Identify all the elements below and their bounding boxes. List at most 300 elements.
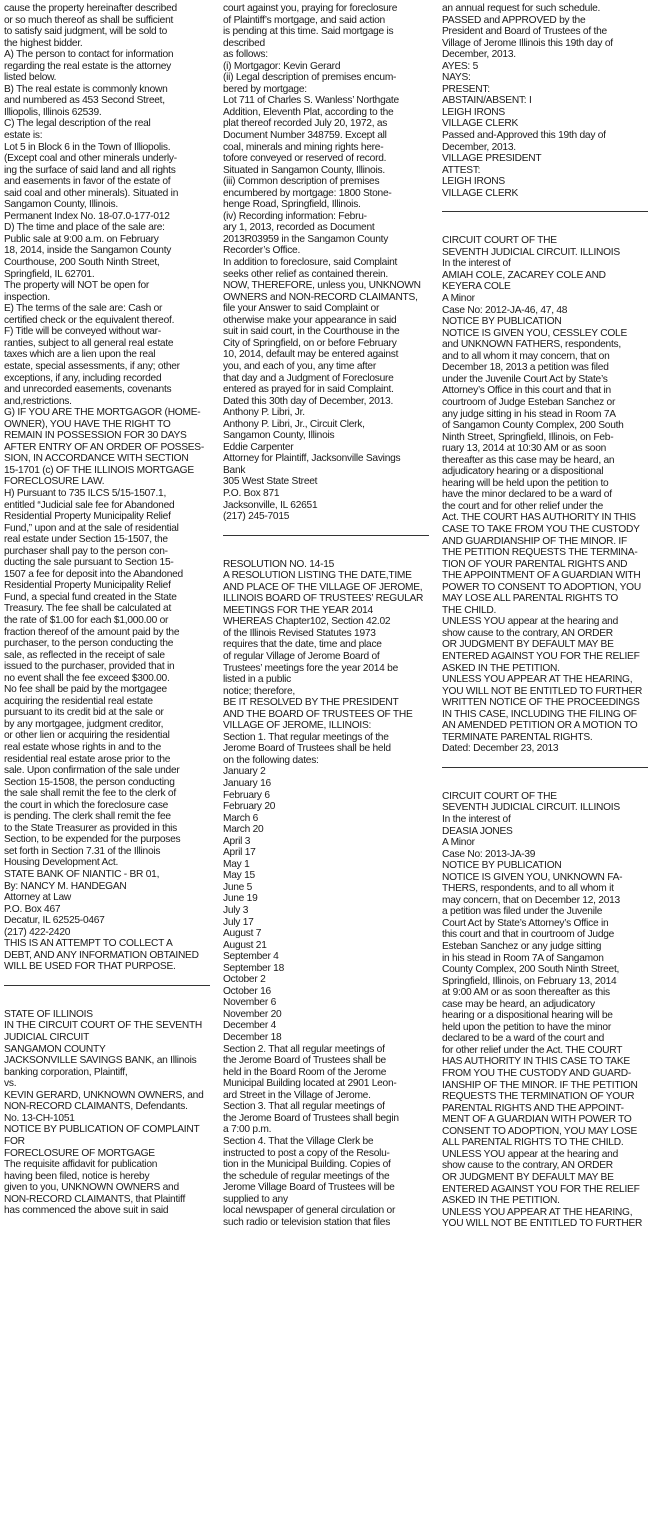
- notice-line: H) Pursuant to 735 ILCS 5/15-1507.1,: [4, 487, 167, 499]
- notice-line: VILLAGE CLERK: [442, 187, 519, 199]
- notice-line: June 5: [223, 881, 253, 893]
- notice-line: March 6: [223, 812, 259, 824]
- notice-line: AFTER ENTRY OF AN ORDER OF POSSES-: [4, 441, 204, 453]
- notice-line: STATE BANK OF NIANTIC - BR 01,: [4, 869, 160, 881]
- notice-line: Document Number 348759. Except all: [223, 130, 387, 142]
- notice-line: UNLESS YOU appear at the hearing and: [442, 1148, 619, 1160]
- notice-line: UNLESS YOU APPEAR AT THE HEARING,: [442, 1206, 633, 1218]
- notice-line: this court and that in courtroom of Judge: [442, 929, 615, 941]
- notice-line: to the State Treasurer as provided in this: [4, 822, 177, 834]
- notice-line: courtroom of Judge Esteban Sanchez or: [442, 396, 616, 408]
- notice-line: SION, IN ACCORDANCE WITH SECTION: [4, 453, 189, 465]
- notice-line: December 18: [223, 1032, 282, 1044]
- notice-line: at 9:00 AM or as soon thereafter as this: [442, 987, 610, 999]
- notice-line: held upon the petition to have the minor: [442, 1021, 611, 1033]
- notice-line: and unrecorded easements, covenants: [4, 384, 172, 396]
- notice-line: the schedule of regular meetings of the: [223, 1170, 390, 1182]
- notice-line: on the following dates:: [223, 754, 319, 766]
- notice-line: JACKSONVILLE SAVINGS BANK, an Illinois: [4, 1055, 197, 1067]
- notice-line: Public sale at 9:00 a.m. on February: [4, 233, 159, 245]
- notice-line: B) The real estate is commonly known: [4, 83, 168, 95]
- notice-line: Case No: 2012-JA-46, 47, 48: [442, 304, 568, 316]
- notice-line: YOU WILL NOT BE ENTITLED TO FURTHER: [442, 1218, 643, 1230]
- notice-line: otherwise make your appearance in said: [223, 314, 397, 326]
- notice-line: KEYERA COLE: [442, 281, 511, 293]
- notice-line: MENT OF A GUARDIAN WITH POWER TO: [442, 1114, 632, 1126]
- notice-line: supplied to any: [223, 1193, 288, 1205]
- notice-line: of regular Village of Jerome Board of: [223, 650, 380, 662]
- notice-line: purchaser, to the person conducting the: [4, 638, 174, 650]
- notice-line: MAY LOSE ALL PARENTAL RIGHTS TO: [442, 593, 619, 605]
- notice-line: sale. Upon confirmation of the sale under: [4, 765, 180, 777]
- notice-line: President and Board of Trustees of the: [442, 26, 607, 38]
- notice-line: December, 2013.: [442, 141, 516, 153]
- notice-line: In the interest of: [442, 258, 511, 270]
- notice-line: LEIGH IRONS: [442, 106, 505, 118]
- notice-line: ary 1, 2013, recorded as Document: [223, 222, 375, 234]
- notice-line: July 17: [223, 916, 254, 928]
- legal-notice-block: [442, 791, 648, 1230]
- notice-line: IN THIS CASE, INCLUDING THE FILING OF: [442, 708, 637, 720]
- notice-line: a petition was filed under the Juvenile: [442, 906, 603, 918]
- notice-line: is pending at this time. Said mortgage is described: [223, 26, 394, 49]
- notice-line: YOU WILL NOT BE ENTITLED TO FURTHER: [442, 685, 643, 697]
- notice-divider: [4, 985, 210, 986]
- notice-line: Attorney at Law: [4, 892, 72, 904]
- notice-line: ABSTAIN/ABSENT: I: [442, 95, 532, 107]
- notice-line: instructed to post a copy of the Resolu-: [223, 1147, 390, 1159]
- notice-line: Situated in Sangamon County, Illinois.: [223, 164, 385, 176]
- notice-line: STATE OF ILLINOIS: [4, 1008, 93, 1020]
- notice-line: SEVENTH JUDICIAL CIRCUIT. ILLINOIS: [442, 246, 620, 258]
- notice-line: pursuant to its credit bid at the sale or: [4, 707, 164, 719]
- notice-line: the court in which the foreclosure case: [4, 799, 169, 811]
- notice-line: AMIAH COLE, ZACAREY COLE AND: [442, 269, 606, 281]
- notice-line: certified check or the equivalent thereof.: [4, 314, 175, 326]
- notice-line: D) The time and place of the sale are:: [4, 222, 165, 234]
- notice-line: In the interest of: [442, 814, 511, 825]
- legal-notice-block: [4, 3, 210, 973]
- notice-line: said coal and other minerals). Situated in: [4, 187, 179, 199]
- notice-line: Recorder’s Office.: [223, 245, 301, 257]
- notice-line: entered as prayed for in said Complaint.: [223, 384, 394, 396]
- notice-line: WRITTEN NOTICE OF THE PROCEEDINGS: [442, 697, 640, 709]
- notice-line: PASSED and APPROVED by the: [442, 14, 586, 26]
- notice-line: REMAIN IN POSSESSION FOR 30 DAYS: [4, 430, 187, 442]
- notice-line: and UNKNOWN FATHERS, respondents,: [442, 339, 621, 351]
- notice-line: Act. THE COURT HAS AUTHORITY IN THIS: [442, 512, 636, 524]
- notice-line: MEETINGS FOR THE YEAR 2014: [223, 604, 373, 616]
- notice-line: NOTICE BY PUBLICATION OF COMPLAINT: [4, 1124, 200, 1136]
- notice-line: WILL BE USED FOR THAT PURPOSE.: [4, 961, 176, 973]
- notice-line: A Minor: [442, 837, 475, 849]
- notice-line: 18, 2014, inside the Sangamon County: [4, 245, 172, 257]
- notice-line: February 6: [223, 789, 270, 801]
- notice-line: ducting the sale pursuant to Section 15-: [4, 557, 174, 569]
- notice-line: AN AMENDED PETITION OR A MOTION TO: [442, 720, 638, 732]
- column-1: [4, 3, 210, 1515]
- notice-line: AND GUARDIANSHIP OF THE MINOR. IF: [442, 535, 627, 547]
- notice-line: LEIGH IRONS: [442, 176, 505, 188]
- notice-line: coal, minerals and mining rights here-: [223, 141, 384, 153]
- notice-line: (Except coal and other minerals underly-: [4, 153, 177, 165]
- notice-line: the sale shall remit the fee to the clerk of: [4, 788, 176, 800]
- notice-line: ENTERED AGAINST YOU FOR THE RELIEF: [442, 1183, 640, 1195]
- notice-line: AND THE BOARD OF TRUSTEES OF THE: [223, 708, 413, 720]
- notice-line: by any mortgagee, judgment creditor,: [4, 718, 164, 730]
- notice-line: ALL PARENTAL RIGHTS TO THE CHILD.: [442, 1137, 624, 1149]
- notice-line: the Jerome Board of Trustees shall begin: [223, 1112, 399, 1124]
- notice-line: hearing or a dispositional hearing will be: [442, 1010, 613, 1022]
- notice-line: January 2: [223, 766, 266, 778]
- notice-line: RESOLUTION NO. 14-15: [223, 558, 335, 570]
- notice-line: held in the Board Room of the Jerome: [223, 1066, 387, 1078]
- notice-line: (i) Mortgagor: Kevin Gerard: [223, 60, 341, 72]
- notice-line: SEVENTH JUDICIAL CIRCUIT. ILLINOIS: [442, 802, 620, 814]
- notice-line: March 20: [223, 824, 264, 836]
- notice-line: Ninth Street, Springfield, Illinois, on Feb-: [442, 431, 614, 443]
- notice-line: Section 2. That all regular meetings of: [223, 1043, 385, 1055]
- notice-line: ILLINOIS BOARD OF TRUSTEES’ REGULAR: [223, 593, 424, 605]
- notice-line: Attorney for Plaintiff, Jacksonville Savings: [223, 453, 401, 465]
- notice-line: acquiring the residential real estate: [4, 695, 153, 707]
- notice-line: purchaser shall pay to the person con-: [4, 545, 168, 557]
- notice-line: and,restrictions.: [4, 395, 72, 407]
- notice-line: bered by mortgage:: [223, 83, 307, 95]
- notice-line: an annual request for such schedule.: [442, 3, 601, 14]
- notice-line: henge Road, Springfield, Illinois.: [223, 199, 361, 211]
- notice-line: Anthony P. Libri, Jr., Circuit Clerk,: [223, 418, 365, 430]
- notice-line: local newspaper of general circulation or: [223, 1205, 396, 1217]
- notice-line: E) The terms of the sale are: Cash or: [4, 303, 163, 315]
- notice-line: banking corporation, Plaintiff,: [4, 1066, 128, 1078]
- notice-line: C) The legal description of the real: [4, 118, 151, 130]
- notice-line: and easements in favor of the estate of: [4, 176, 171, 188]
- notice-line: Anthony P. Libri, Jr.: [223, 407, 305, 419]
- notice-line: fraction thereof of the amount paid by the: [4, 626, 180, 638]
- notice-line: exceptions, if any, including recorded: [4, 372, 162, 384]
- notice-line: Illiopolis, Illinois 62539.: [4, 106, 102, 118]
- notice-line: Esteban Sanchez or any judge sitting: [442, 941, 602, 953]
- notice-line: in his stead in Room 7A of Sangamon: [442, 952, 604, 964]
- notice-line: is pending. The clerk shall remit the fee: [4, 811, 171, 823]
- notice-line: October 16: [223, 985, 271, 997]
- legal-notice-block: [442, 235, 648, 755]
- notice-line: IN THE CIRCUIT COURT OF THE SEVENTH: [4, 1020, 203, 1032]
- notice-line: residential real estate arose prior to the: [4, 753, 171, 765]
- notice-line: Dated: December 23, 2013: [442, 743, 559, 755]
- notice-line: having been filed, notice is hereby: [4, 1170, 150, 1182]
- notice-line: September 4: [223, 951, 279, 963]
- notice-line: Eddie Carpenter: [223, 441, 294, 453]
- column-2: [223, 3, 429, 1515]
- notice-line: that day and a Judgment of Foreclosure: [223, 372, 394, 384]
- notice-line: cause the property hereinafter described: [4, 3, 177, 14]
- notice-line: notice; therefore,: [223, 685, 295, 697]
- notice-line: have the minor declared to be a ward of: [442, 489, 612, 501]
- notice-line: Jacksonville, IL 62651: [223, 499, 318, 511]
- notice-line: February 20: [223, 801, 276, 813]
- notice-line: August 7: [223, 928, 262, 940]
- notice-line: 1507 a fee for deposit into the Abandoned: [4, 568, 183, 580]
- notice-line: THE APPOINTMENT OF A GUARDIAN WITH: [442, 570, 641, 582]
- notice-line: (217) 245-7015: [223, 511, 290, 523]
- notice-line: ranties, subject to all general real estate: [4, 337, 174, 349]
- notice-line: Bank: [223, 464, 246, 476]
- notice-line: VILLAGE PRESIDENT: [442, 153, 542, 165]
- notice-line: (ii) Legal description of premises encum-: [223, 72, 397, 84]
- notice-line: given to you, UNKNOWN OWNERS and: [4, 1182, 179, 1194]
- notice-line: ASKED IN THE PETITION.: [442, 662, 560, 674]
- notice-line: ATTEST:: [442, 164, 481, 176]
- notice-line: or other lien or acquiring the residential: [4, 730, 170, 742]
- notice-line: THIS IS AN ATTEMPT TO COLLECT A: [4, 938, 173, 950]
- notice-line: WHEREAS Chapter102, Section 42.02: [223, 616, 391, 628]
- notice-line: Lot 5 in Block 6 in the Town of Illiopolis.: [4, 141, 171, 153]
- notice-line: Attorney’s Office in this court and that in: [442, 385, 611, 397]
- notice-line: December 18, 2013 a petition was filed: [442, 362, 609, 374]
- notice-line: for other relief under the Act. THE COURT: [442, 1044, 623, 1056]
- notice-line: October 2: [223, 974, 266, 986]
- notice-line: 10, 2014, default may be entered against: [223, 349, 399, 361]
- notice-line: Section 3. That all regular meetings of: [223, 1101, 385, 1113]
- notice-line: the rate of $1.00 for each $1,000.00 or: [4, 614, 169, 626]
- notice-line: DEASIA JONES: [442, 825, 513, 837]
- notice-line: Permanent Index No. 18-07.0-177-012: [4, 210, 170, 222]
- notice-divider: [442, 767, 648, 768]
- notice-line: ard Street in the Village of Jerome.: [223, 1089, 371, 1101]
- notice-line: Lot 711 of Charles S. Wanless’ Northgate: [223, 95, 399, 107]
- notice-line: such radio or television station that files: [223, 1216, 391, 1228]
- notice-line: Residential Property Municipality Relief: [4, 580, 171, 592]
- notice-line: thereafter as this case may be heard, an: [442, 454, 615, 466]
- notice-line: In addition to foreclosure, said Complaint: [223, 257, 398, 269]
- notice-line: Passed and-Approved this 19th day of: [442, 130, 606, 142]
- notice-line: seeks other relief as contained therein.: [223, 268, 388, 280]
- notice-line: HAS AUTHORITY IN THIS CASE TO TAKE: [442, 1056, 630, 1068]
- notice-line: plat thereof recorded July 20, 1972, as: [223, 118, 388, 130]
- notice-line: Decatur, IL 62525-0467: [4, 915, 105, 927]
- notice-line: Springfield, IL 62701.: [4, 268, 95, 280]
- notice-line: you, and each of you, any time after: [223, 360, 376, 372]
- notice-line: OR JUDGMENT BY DEFAULT MAY BE: [442, 639, 614, 651]
- notice-line: May 15: [223, 870, 255, 882]
- notice-line: as follows:: [223, 49, 268, 61]
- notice-line: ing the surface of said land and all rights: [4, 164, 176, 176]
- notice-line: set forth in Section 7.31 of the Illinois: [4, 845, 161, 857]
- notice-line: Trustees’ meetings fore the year 2014 be: [223, 662, 398, 674]
- notice-line: encumbered by mortgage: 1800 Stone-: [223, 187, 392, 199]
- notice-line: NOTICE IS GIVEN YOU, CESSLEY COLE: [442, 327, 627, 339]
- notice-line: no event shall the fee exceed $300.00.: [4, 672, 170, 684]
- notice-divider: [442, 211, 648, 212]
- notice-line: FROM YOU THE CUSTODY AND GUARD-: [442, 1068, 632, 1080]
- notice-line: estate is:: [4, 130, 43, 142]
- notice-line: and to all whom it may concern, that on: [442, 350, 610, 362]
- notice-line: July 3: [223, 905, 249, 917]
- notice-line: Dated this 30th day of December, 2013.: [223, 395, 394, 407]
- notice-line: CASE TO TAKE FROM YOU THE CUSTODY: [442, 523, 640, 535]
- notice-line: The property will NOT be open for: [4, 280, 150, 292]
- notice-line: Fund, a special fund created in the State: [4, 591, 177, 603]
- notice-line: Case No: 2013-JA-39: [442, 848, 536, 860]
- notice-line: under the Juvenile Court Act by State’s: [442, 373, 608, 385]
- legal-notice-block: [223, 559, 429, 1229]
- notice-line: A Minor: [442, 293, 475, 305]
- notice-line: PARENTAL RIGHTS AND THE APPOINT-: [442, 1102, 624, 1114]
- notice-line: June 19: [223, 893, 258, 905]
- notice-line: A) The person to contact for information: [4, 49, 174, 61]
- notice-line: of Plaintiff’s mortgage, and said action: [223, 14, 385, 26]
- notice-line: Addition, Eleventh Plat, according to the: [223, 106, 394, 118]
- notice-line: Court Act by State’s Attorney’s Office in: [442, 917, 609, 929]
- notice-line: listed in a public: [223, 674, 291, 686]
- notice-line: real estate under Section 15-1507, the: [4, 534, 168, 546]
- notice-line: DEBT, AND ANY INFORMATION OBTAINED: [4, 949, 199, 961]
- notice-line: entitled “Judicial sale fee for Abandoned: [4, 499, 175, 511]
- notice-line: KEVIN GERARD, UNKNOWN OWNERS, and: [4, 1089, 204, 1101]
- notice-line: FORECLOSURE OF MORTGAGE: [4, 1147, 155, 1159]
- notice-line: ruary 13, 2014 at 10:30 AM or as soon: [442, 443, 607, 455]
- notice-line: VILLAGE OF JEROME, ILLINOIS:: [223, 720, 372, 732]
- notice-line: January 16: [223, 778, 271, 789]
- notice-line: Springfield, Illinois, on February 13, 2014: [442, 975, 617, 987]
- notice-line: THERS, respondents, and to all whom it: [442, 883, 614, 895]
- notice-line: Treasury. The fee shall be calculated at: [4, 603, 172, 615]
- notice-line: FOR: [4, 1135, 25, 1147]
- notice-line: 305 West State Street: [223, 476, 318, 488]
- column-3: [442, 3, 648, 1515]
- notice-line: case may be heard, an adjudicatory: [442, 998, 595, 1010]
- notice-line: TION OF YOUR PARENTAL RIGHTS AND: [442, 558, 628, 570]
- notice-line: FORECLOSURE LAW.: [4, 476, 105, 488]
- notice-line: Section 4. That the Village Clerk be: [223, 1135, 374, 1147]
- notice-line: Village of Jerome Illinois this 19th day of: [442, 37, 613, 49]
- notice-line: (iv) Recording information: Febru-: [223, 210, 367, 222]
- notice-line: file your Answer to said Complaint or: [223, 303, 380, 315]
- notice-line: and numbered as 453 Second Street,: [4, 95, 165, 107]
- notice-line: P.O. Box 467: [4, 903, 61, 915]
- notice-line: inspection.: [4, 291, 50, 303]
- notice-line: OR JUDGMENT BY DEFAULT MAY BE: [442, 1171, 614, 1183]
- notice-line: the Jerome Board of Trustees shall be: [223, 1055, 386, 1067]
- notice-line: November 6: [223, 997, 276, 1009]
- notice-line: declared to be a ward of the court and: [442, 1033, 605, 1045]
- notice-line: THE PETITION REQUESTS THE TERMINA-: [442, 547, 638, 559]
- notice-line: JUDICIAL CIRCUIT: [4, 1032, 90, 1044]
- notice-line: Sangamon County, Illinois.: [4, 199, 118, 211]
- notice-line: August 21: [223, 939, 267, 951]
- notice-line: VILLAGE CLERK: [442, 118, 519, 130]
- notice-line: County Complex, 200 South Ninth Street,: [442, 964, 620, 976]
- notice-line: Sangamon County, Illinois: [223, 430, 335, 442]
- notice-line: Courthouse, 200 South Ninth Street,: [4, 257, 160, 269]
- notice-line: regarding the real estate is the attorney: [4, 60, 172, 72]
- legal-notice-block: [442, 3, 648, 199]
- notice-line: AYES: 5: [442, 60, 478, 72]
- notice-line: hearing will be held upon the petition to: [442, 477, 609, 489]
- notice-line: court against you, praying for foreclosure: [223, 3, 398, 14]
- notice-line: requires that the date, time and place: [223, 639, 382, 651]
- notice-line: Residential Property Municipality Relief: [4, 511, 171, 523]
- notice-line: CIRCUIT COURT OF THE: [442, 790, 557, 802]
- notice-line: Municipal Building located at 2901 Leon-: [223, 1078, 397, 1090]
- notice-line: NOTICE BY PUBLICATION: [442, 860, 562, 872]
- notice-line: UNLESS YOU appear at the hearing and: [442, 616, 619, 628]
- notice-line: Jerome Board of Trustees shall be held: [223, 743, 391, 755]
- notice-line: Section 15-1508, the person conducting: [4, 776, 175, 788]
- notice-line: of Sangamon County Complex, 200 South: [442, 420, 624, 432]
- notice-line: CIRCUIT COURT OF THE: [442, 235, 557, 247]
- notice-line: PRESENT:: [442, 83, 490, 95]
- notice-line: 2013R03959 in the Sangamon County: [223, 233, 389, 245]
- notice-line: NON-RECORD CLAIMANTS, Defendants.: [4, 1101, 188, 1113]
- notice-line: show cause to the contrary, AN ORDER: [442, 627, 613, 639]
- notice-line: BE IT RESOLVED BY THE PRESIDENT: [223, 697, 399, 709]
- notice-line: sale, as reflected in the receipt of sale: [4, 649, 165, 661]
- notice-line: Housing Development Act.: [4, 857, 119, 869]
- notice-line: IANSHIP OF THE MINOR. IF THE PETITION: [442, 1079, 638, 1091]
- notice-line: NOTICE BY PUBLICATION: [442, 316, 562, 328]
- notice-line: 15-1701 (c) OF THE ILLINOIS MORTGAGE: [4, 464, 194, 476]
- notice-line: City of Springfield, on or before February: [223, 337, 397, 349]
- notice-line: By: NANCY M. HANDEGAN: [4, 880, 127, 892]
- notice-line: NOW, THEREFORE, unless you, UNKNOWN: [223, 280, 421, 292]
- notice-line: tion in the Municipal Building. Copies of: [223, 1159, 391, 1171]
- notice-line: tofore conveyed or reserved of record.: [223, 153, 387, 165]
- notice-divider: [223, 535, 429, 536]
- legal-notice-block: [4, 1009, 210, 1217]
- notice-line: (217) 422-2420: [4, 926, 71, 938]
- notice-line: POWER TO CONSENT TO ADOPTION, YOU: [442, 581, 641, 593]
- notice-line: listed below.: [4, 72, 57, 84]
- notice-line: November 20: [223, 1008, 282, 1020]
- notice-line: real estate whose rights in and to the: [4, 742, 161, 753]
- notice-line: OWNERS and NON-RECORD CLAIMANTS,: [223, 291, 418, 303]
- notice-line: September 18: [223, 962, 284, 974]
- notice-line: UNLESS YOU APPEAR AT THE HEARING,: [442, 674, 633, 686]
- notice-line: AND PLACE OF THE VILLAGE OF JEROME,: [223, 581, 423, 593]
- notice-line: Fund,” upon and at the sale of residential: [4, 522, 179, 534]
- notice-line: SANGAMON COUNTY: [4, 1043, 106, 1055]
- notice-line: F) Title will be conveyed without war-: [4, 326, 161, 338]
- notice-line: has commenced the above suit in said: [4, 1205, 169, 1217]
- notice-line: the court and for other relief under the: [442, 500, 604, 512]
- notice-line: No. 13-CH-1051: [4, 1112, 75, 1124]
- notice-line: show cause to the contrary, AN ORDER: [442, 1160, 613, 1172]
- notice-line: No fee shall be paid by the mortgagee: [4, 684, 167, 696]
- notice-line: may concern, that on December 12, 2013: [442, 894, 620, 906]
- notice-line: adjudicatory hearing or a dispositional: [442, 466, 604, 478]
- notice-line: ENTERED AGAINST YOU FOR THE RELIEF: [442, 650, 640, 662]
- notice-line: the highest bidder.: [4, 37, 83, 49]
- notice-line: A RESOLUTION LISTING THE DATE,TIME: [223, 570, 412, 582]
- notice-line: any judge sitting in his stead in Room 7A: [442, 408, 616, 420]
- notice-line: TERMINATE PARENTAL RIGHTS.: [442, 731, 593, 743]
- notice-line: vs.: [4, 1078, 17, 1090]
- notice-line: April 17: [223, 847, 256, 859]
- notice-line: Section, to be expended for the purposes: [4, 834, 181, 846]
- notice-line: NAYS:: [442, 72, 471, 84]
- notice-line: ASKED IN THE PETITION.: [442, 1195, 560, 1207]
- notice-line: (iii) Common description of premises: [223, 176, 380, 188]
- notice-line: of the Illinois Revised Statutes 1973: [223, 627, 376, 639]
- notice-line: NON-RECORD CLAIMANTS, that Plaintiff: [4, 1193, 186, 1205]
- notice-line: April 3: [223, 835, 251, 847]
- notice-line: P.O. Box 871: [223, 487, 280, 499]
- notice-line: December 4: [223, 1020, 276, 1032]
- notice-line: CONSENT TO ADOPTION, YOU MAY LOSE: [442, 1125, 637, 1137]
